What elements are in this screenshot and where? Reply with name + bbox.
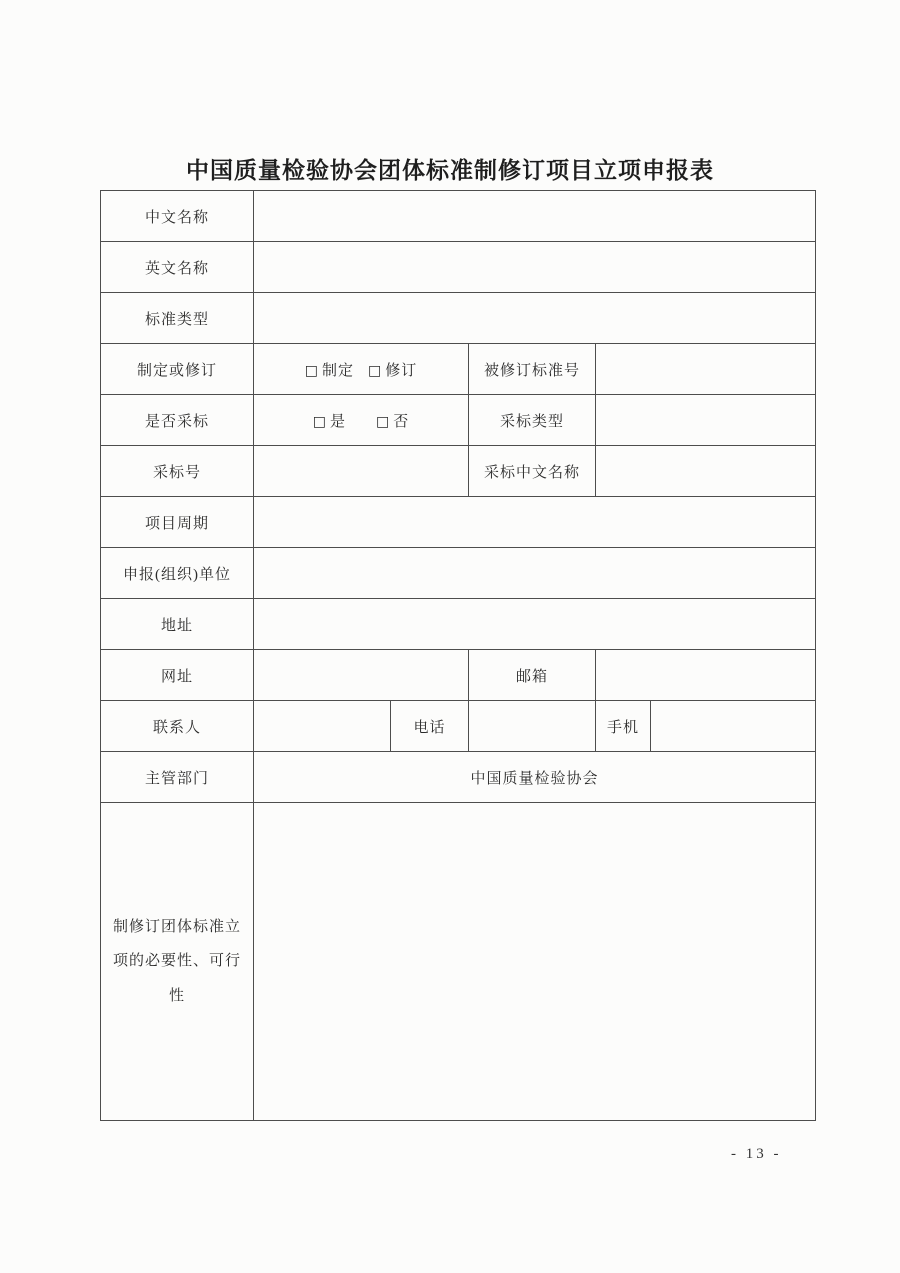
field-phone[interactable] [469,701,596,752]
checkbox-develop-label: 制定 [321,362,354,379]
field-revised-standard-no[interactable] [596,344,816,395]
field-contact-person[interactable] [254,701,391,752]
label-revised-standard-no: 被修订标准号 [469,344,596,395]
label-mobile: 手机 [596,701,651,752]
label-applicant-unit: 申报(组织)单位 [101,548,254,599]
checkbox-adopt-no[interactable] [376,410,409,431]
checkbox-adopt-yes[interactable] [313,410,346,431]
checkbox-adopt-no-label: 否 [393,413,410,430]
field-mobile[interactable] [651,701,816,752]
label-address: 地址 [101,599,254,650]
row-supervising-dept [101,752,816,803]
row-necessity [101,803,816,1121]
checkbox-icon: □ [376,413,391,430]
row-adopt-no [101,446,816,497]
label-project-cycle: 项目周期 [101,497,254,548]
label-standard-type: 标准类型 [101,293,254,344]
label-adopt-no: 采标号 [101,446,254,497]
label-develop-or-revise: 制定或修订 [101,344,254,395]
label-adopt-cn-name: 采标中文名称 [469,446,596,497]
row-address [101,599,816,650]
page-number: - 13 - [731,1146,782,1162]
field-develop-or-revise [254,344,469,395]
field-adopt-cn-name[interactable] [596,446,816,497]
label-necessity: 制修订团体标准立项的必要性、可行性 [101,803,254,1121]
row-project-cycle [101,497,816,548]
label-email: 邮箱 [469,650,596,701]
field-email[interactable] [596,650,816,701]
row-applicant-unit [101,548,816,599]
field-standard-type[interactable] [254,293,816,344]
row-standard-type [101,293,816,344]
label-contact-person: 联系人 [101,701,254,752]
field-adopt-type[interactable] [596,395,816,446]
row-english-name [101,242,816,293]
label-chinese-name: 中文名称 [101,191,254,242]
checkbox-icon: □ [304,362,319,379]
row-is-adopt [101,395,816,446]
row-contact [101,701,816,752]
checkbox-icon: □ [312,413,327,430]
row-chinese-name [101,191,816,242]
application-form-table [100,190,816,1121]
label-is-adopt: 是否采标 [101,395,254,446]
label-website: 网址 [101,650,254,701]
checkbox-revise[interactable] [368,359,417,380]
field-chinese-name[interactable] [254,191,816,242]
checkbox-develop[interactable] [305,359,354,380]
field-english-name[interactable] [254,242,816,293]
checkbox-revise-label: 修订 [385,362,418,379]
label-supervising-dept: 主管部门 [101,752,254,803]
checkbox-adopt-yes-label: 是 [329,413,346,430]
checkbox-icon: □ [368,362,383,379]
label-adopt-type: 采标类型 [469,395,596,446]
row-website [101,650,816,701]
field-adopt-no[interactable] [254,446,469,497]
field-project-cycle[interactable] [254,497,816,548]
field-supervising-dept: 中国质量检验协会 [254,752,816,803]
field-website[interactable] [254,650,469,701]
field-applicant-unit[interactable] [254,548,816,599]
label-phone: 电话 [391,701,469,752]
field-address[interactable] [254,599,816,650]
field-is-adopt [254,395,469,446]
label-english-name: 英文名称 [101,242,254,293]
form-title: 中国质量检验协会团体标准制修订项目立项申报表 [186,157,714,183]
row-develop-or-revise [101,344,816,395]
field-necessity[interactable] [254,803,816,1121]
